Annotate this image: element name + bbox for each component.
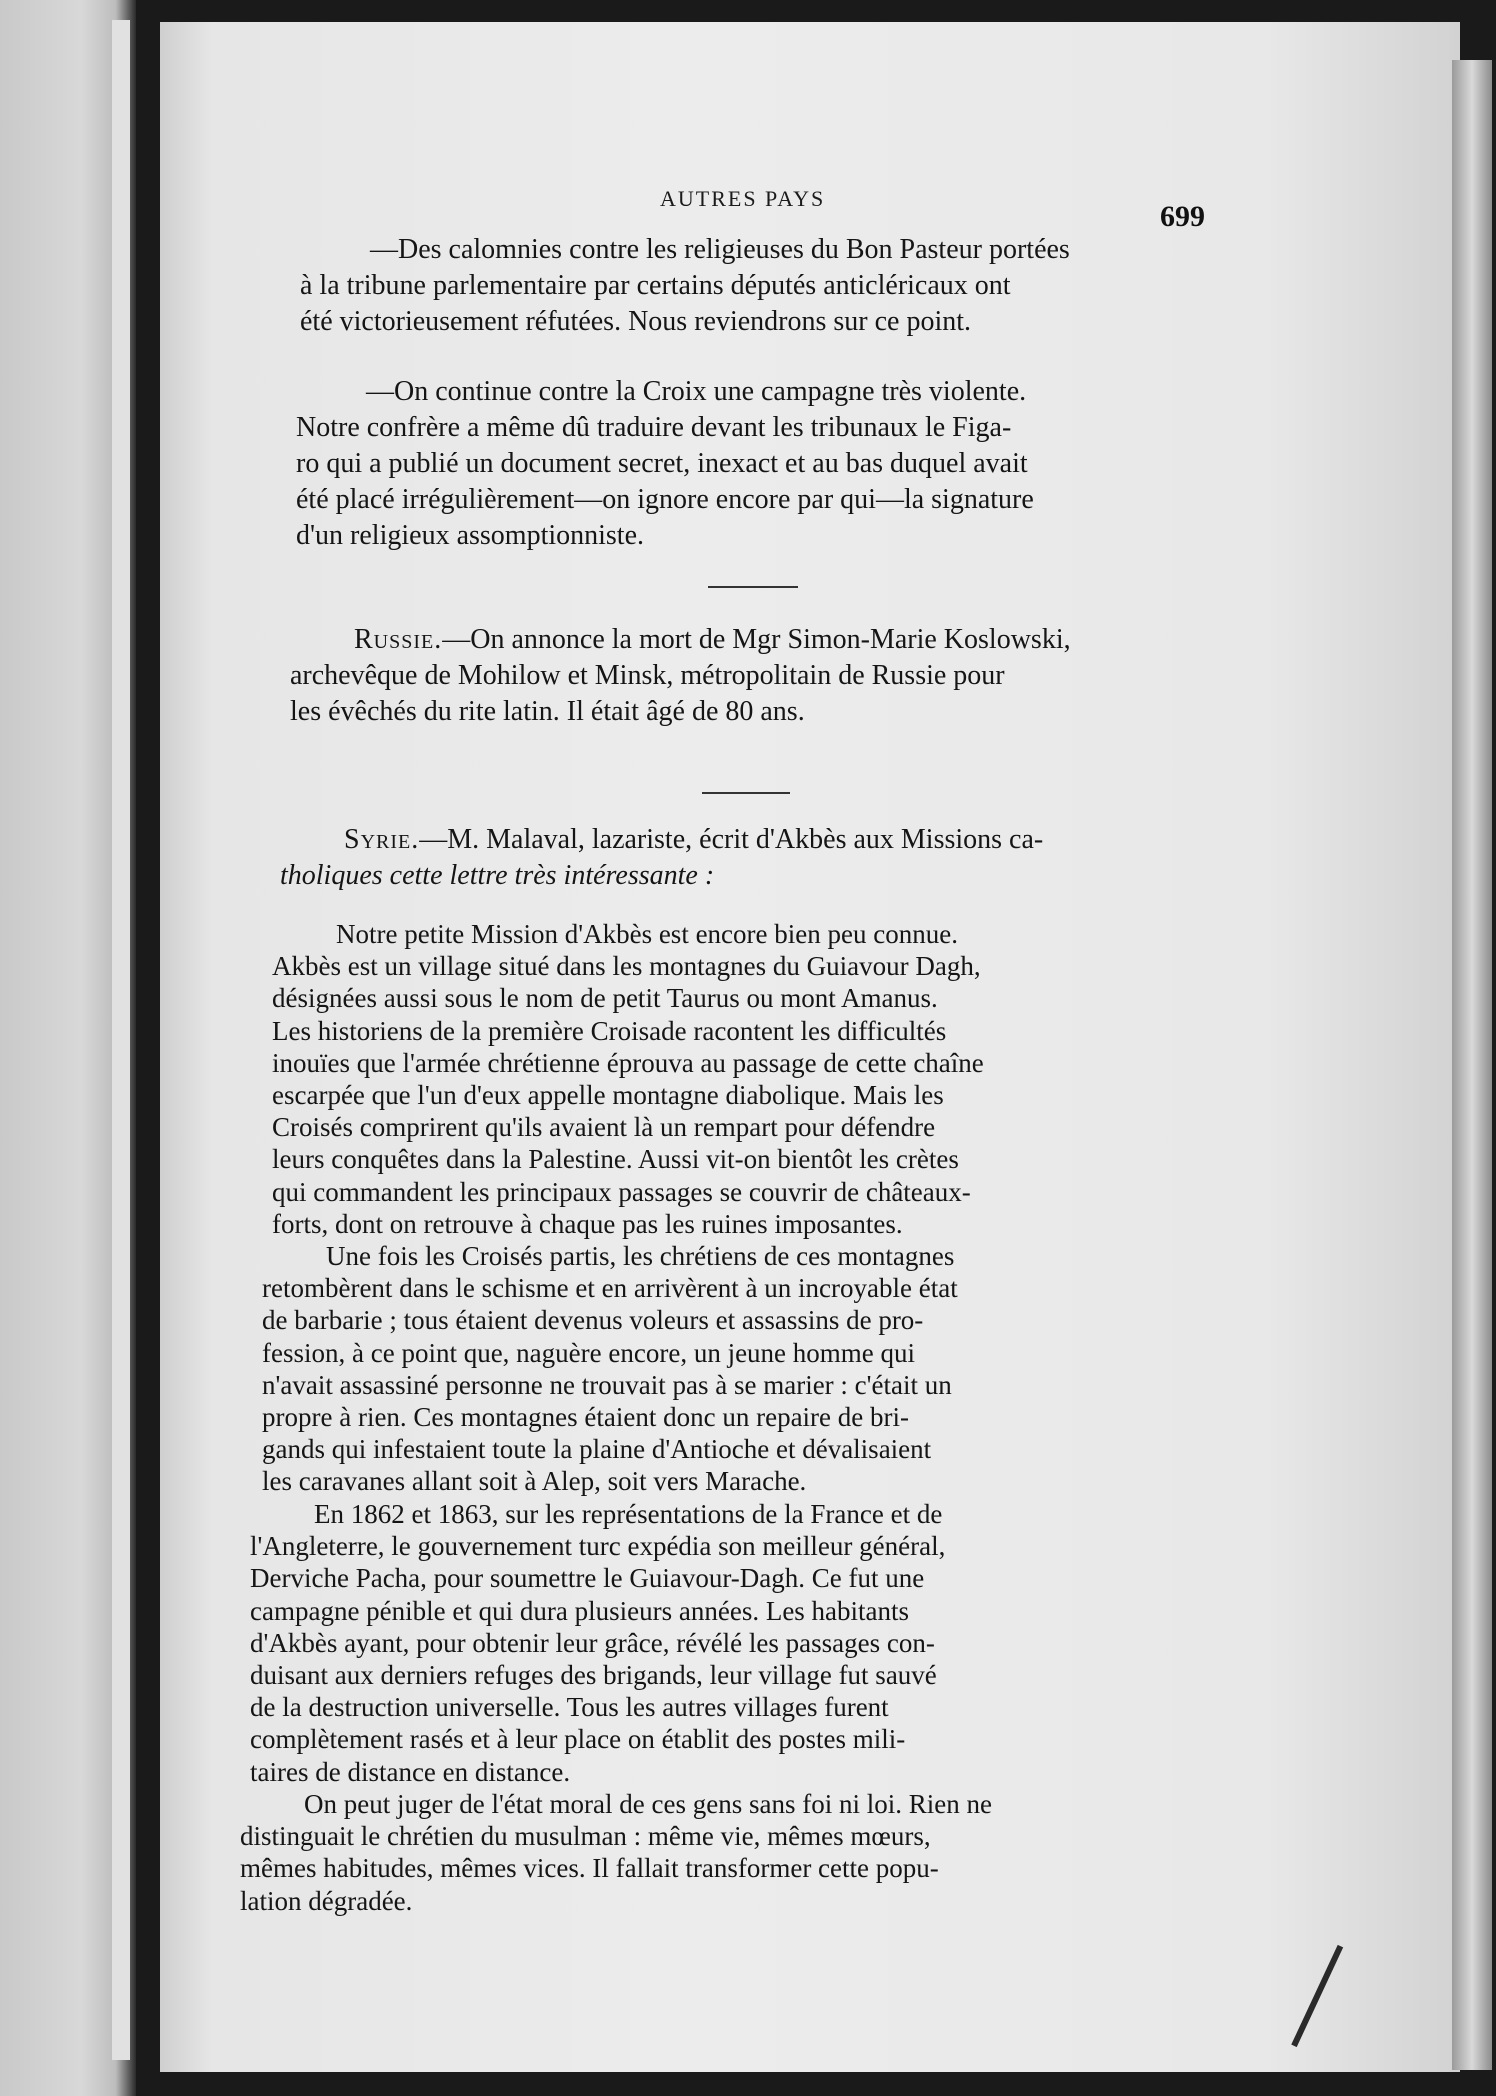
text-line: Notre petite Mission d'Akbès est encore bien peu connue. — [336, 919, 958, 949]
text-line: été victorieusement réfutées. Nous reviendrons sur ce point. — [300, 306, 972, 337]
russie-line-1: —On annonce la mort de Mgr Simon-Marie Koslowski, — [442, 624, 1071, 655]
text-line: inouïes que l'armée chrétienne éprouva au passage de cette chaîne — [272, 1047, 984, 1078]
text-line: propre à rien. Ces montagnes étaient donc un repaire de bri- — [262, 1402, 909, 1433]
paragraph-calomnies — [300, 232, 1220, 340]
text-line: qui commandent les principaux passages se couvrir de châteaux- — [272, 1176, 971, 1207]
text-line — [290, 622, 1210, 658]
text-line: les évêchés du rite latin. Il était âgé de 80 ans. — [290, 696, 805, 727]
text-line: les caravanes allant soit à Alep, soit vers Marache. — [262, 1466, 807, 1497]
letter-paragraph-1 — [272, 918, 1192, 1240]
text-line: duisant aux derniers refuges des brigands, leur village fut sauvé — [250, 1660, 937, 1691]
text-line: leurs conquêtes dans la Palestine. Aussi vit-on bientôt les crètes — [272, 1144, 959, 1175]
running-title: AUTRES PAYS — [660, 186, 826, 211]
text-line: de barbarie ; tous étaient devenus voleurs et assassins de pro- — [262, 1305, 924, 1336]
page-number: 699 — [1160, 200, 1205, 233]
text-line: ro qui a publié un document secret, inexact et au bas duquel avait — [296, 448, 1028, 479]
text-line: gands qui infestaient toute la plaine d'Antioche et dévalisaient — [262, 1434, 932, 1465]
text-line: distinguait le chrétien du musulman : même vie, mêmes mœurs, — [240, 1821, 931, 1852]
text-line: En 1862 et 1863, sur les représentations de la France et de — [314, 1499, 943, 1529]
text-line: retombèrent dans le schisme et en arrivèrent à un incroyable état — [262, 1273, 958, 1304]
text-line: —Des calomnies contre les religieuses du Bon Pasteur portées — [370, 234, 1070, 265]
text-line: d'Akbès ayant, pour obtenir leur grâce, révélé les passages con- — [250, 1627, 935, 1658]
text-line: Notre confrère a même dû traduire devant les tribunaux le Figa- — [296, 412, 1012, 443]
paragraph-syrie-intro — [280, 822, 1200, 894]
syrie-intro-1: —M. Malaval, lazariste, écrit d'Akbès aux Missions ca- — [419, 824, 1044, 855]
letter-paragraph-2 — [262, 1240, 1182, 1498]
text-line: Les historiens de la première Croisade racontent les difficultés — [272, 1015, 947, 1046]
text-line: lation dégradée. — [240, 1885, 413, 1916]
text-line: complètement rasés et à leur place on établit des postes mili- — [250, 1724, 906, 1755]
section-divider — [708, 586, 798, 588]
paragraph-russie — [290, 622, 1210, 730]
country-heading-russie: Russie. — [354, 624, 443, 655]
text-line: Une fois les Croisés partis, les chrétiens de ces montagnes — [326, 1241, 955, 1271]
text-line: Derviche Pacha, pour soumettre le Guiavour-Dagh. Ce fut une — [250, 1563, 925, 1594]
letter-paragraph-4 — [240, 1788, 1160, 1917]
paragraph-croix — [296, 374, 1220, 554]
text-line: à la tribune parlementaire par certains députés anticléricaux ont — [300, 270, 1011, 301]
country-heading-syrie: Syrie. — [344, 824, 420, 855]
text-line: taires de distance en distance. — [250, 1756, 571, 1787]
text-line: désignées aussi sous le nom de petit Taurus ou mont Amanus. — [272, 983, 938, 1014]
text-line: Akbès est un village situé dans les montagnes du Guiavour Dagh, — [272, 951, 981, 982]
text-line: fession, à ce point que, naguère encore, un jeune homme qui — [262, 1337, 916, 1368]
text-line: —On continue contre la Croix une campagne très violente. — [366, 376, 1027, 407]
page-fore-edge — [1452, 60, 1492, 2070]
text-line: n'avait assassiné personne ne trouvait pas à se marier : c'était un — [262, 1369, 952, 1400]
text-line: Croisés comprirent qu'ils avaient là un rempart pour défendre — [272, 1112, 936, 1143]
section-divider — [702, 792, 790, 794]
text-line: de la destruction universelle. Tous les autres villages furent — [250, 1692, 889, 1723]
letter-paragraph-3 — [250, 1498, 1170, 1788]
text-line: été placé irrégulièrement—on ignore encore par qui—la signature — [296, 484, 1034, 515]
text-line: tholiques cette lettre très intéressante : — [280, 860, 715, 891]
text-line — [280, 822, 1200, 858]
text-line: mêmes habitudes, mêmes vices. Il fallait transformer cette popu- — [240, 1853, 939, 1884]
text-line: escarpée que l'un d'eux appelle montagne diabolique. Mais les — [272, 1080, 944, 1111]
text-line: On peut juger de l'état moral de ces gens sans foi ni loi. Rien ne — [304, 1789, 992, 1819]
text-line: forts, dont on retrouve à chaque pas les ruines imposantes. — [272, 1208, 903, 1239]
text-line: archevêque de Mohilow et Minsk, métropolitain de Russie pour — [290, 660, 1005, 691]
text-line: d'un religieux assomptionniste. — [296, 520, 645, 551]
facing-page-margin — [112, 20, 130, 2060]
text-line: l'Angleterre, le gouvernement turc expédia son meilleur général, — [250, 1531, 946, 1562]
text-line: campagne pénible et qui dura plusieurs années. Les habitants — [250, 1595, 910, 1626]
